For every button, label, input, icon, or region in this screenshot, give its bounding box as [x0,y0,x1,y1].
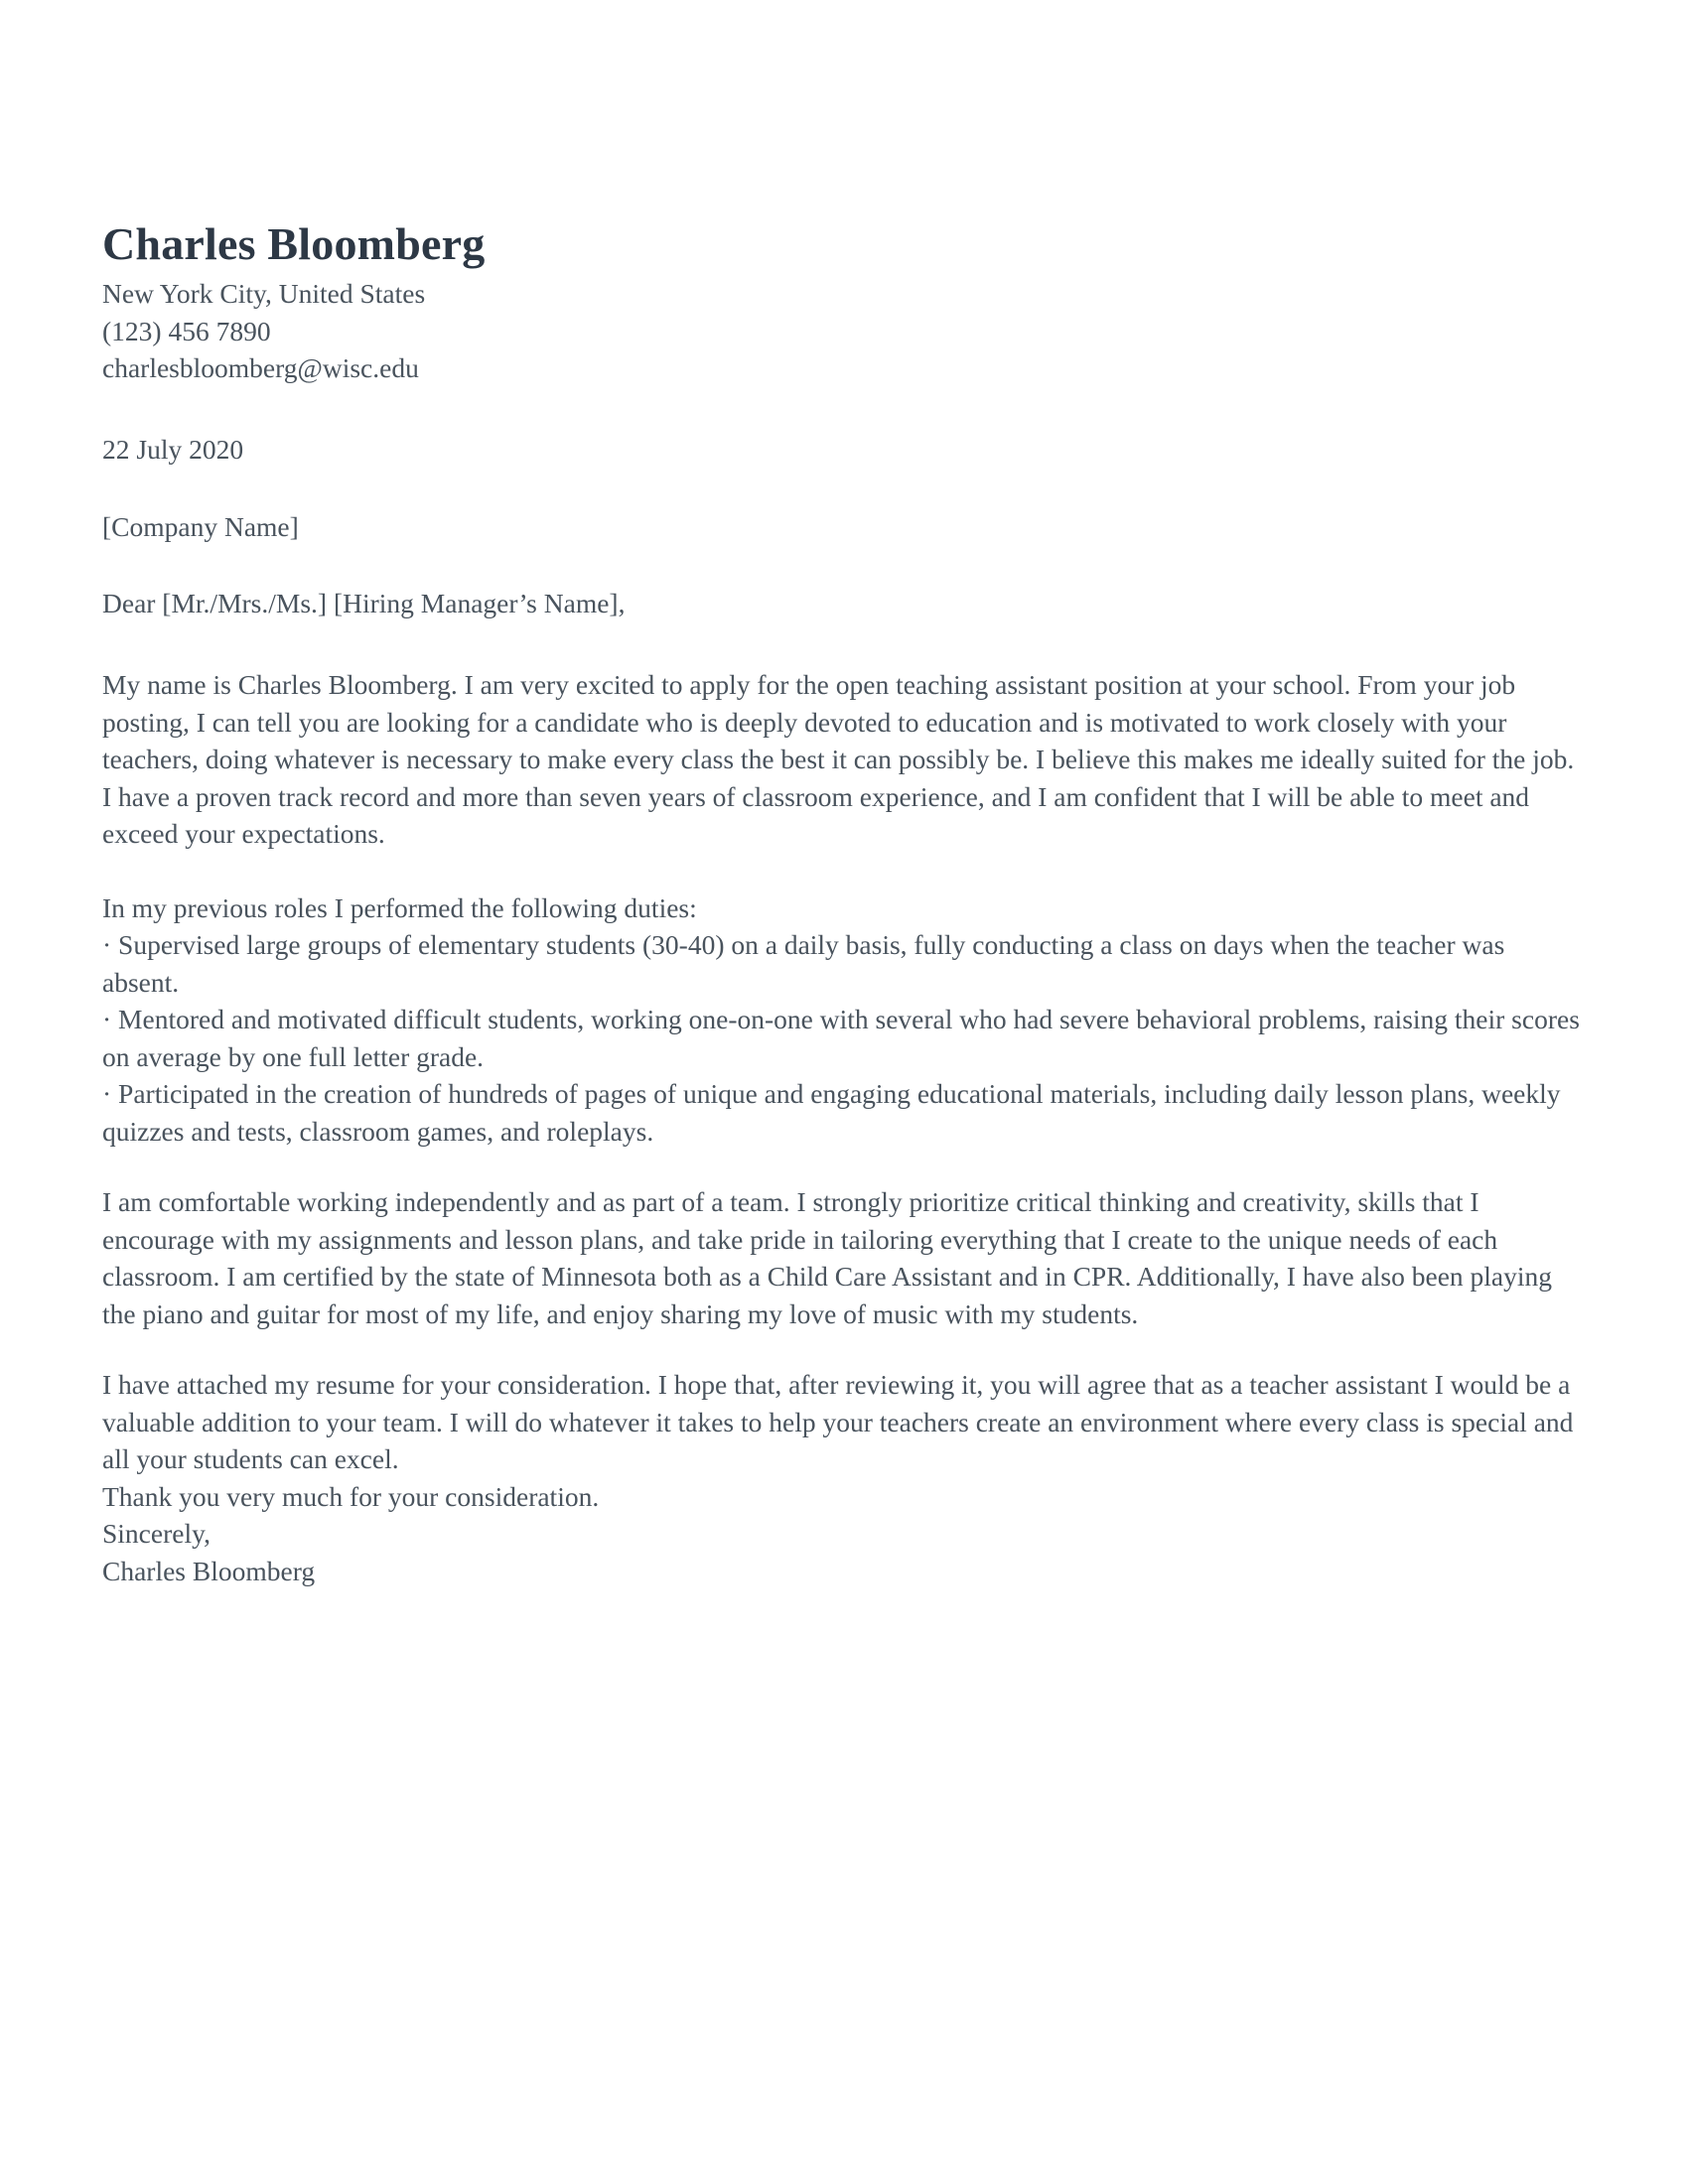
letter-date: 22 July 2020 [102,433,244,465]
company-name-placeholder: [Company Name] [102,511,299,542]
duty-bullet-mentored: · Mentored and motivated difficult students, working one-on-one with several who had severe behavioral problems, raising their scores on average by one full letter grade. [102,1004,1580,1072]
duty-bullet-supervised: · Supervised large groups of elementary students (30-40) on a daily basis, fully conducting a class on days when the teacher was absent. [102,929,1505,998]
letter-header [102,217,1581,387]
intro-paragraph: My name is Charles Bloomberg. I am very excited to apply for the open teaching assistant position at your school. From your job posting, I can tell you are looking for a candidate who is deeply devoted to education and is motivated to work closely with your teachers, doing whatever is necessary to make every class the best it can possibly be. I believe this makes me ideally suited for the job. I have a proven track record and more than seven years of classroom experience, and I am confident that I will be able to meet and exceed your expectations. [102,669,1575,849]
applicant-phone: (123) 456 7890 [102,315,271,346]
salutation: Dear [Mr./Mrs./Ms.] [Hiring Manager’s Name], [102,587,626,618]
duty-bullet-participated: · Participated in the creation of hundreds of pages of unique and engaging educational materials, including daily lesson plans, weekly quizzes and tests, classroom games, and roleplays. [102,1078,1561,1147]
closing-paragraph: I have attached my resume for your consideration. I hope that, after reviewing it, you will agree that as a teacher assistant I would be a valuable addition to your team. I will do whatever it takes to help your teachers create an environment where every class is special and all your students can excel. [102,1369,1574,1474]
skills-paragraph: I am comfortable working independently and as part of a team. I strongly prioritize critical thinking and creativity, skills that I encourage with my assignments and lesson plans, and take pride in tailoring everything that I create to the unique needs of each classroom. I am certified by the state of Minnesota both as a Child Care Assistant and in CPR. Additionally, I have also been playing the piano and guitar for most of my life, and enjoy sharing my love of music with my students. [102,1186,1553,1329]
applicant-location: New York City, United States [102,278,426,309]
signoff: Sincerely, [102,1518,211,1549]
closing-section [102,1366,1581,1589]
duties-section [102,889,1581,1151]
applicant-name: Charles Bloomberg [102,218,486,269]
signature-name: Charles Bloomberg [102,1555,316,1586]
contact-info [102,275,1581,387]
applicant-email: charlesbloomberg@wisc.edu [102,352,419,383]
duties-intro: In my previous roles I performed the following duties: [102,891,697,923]
thanks-line: Thank you very much for your consideration. [102,1480,600,1512]
letter-body [102,431,1581,1590]
